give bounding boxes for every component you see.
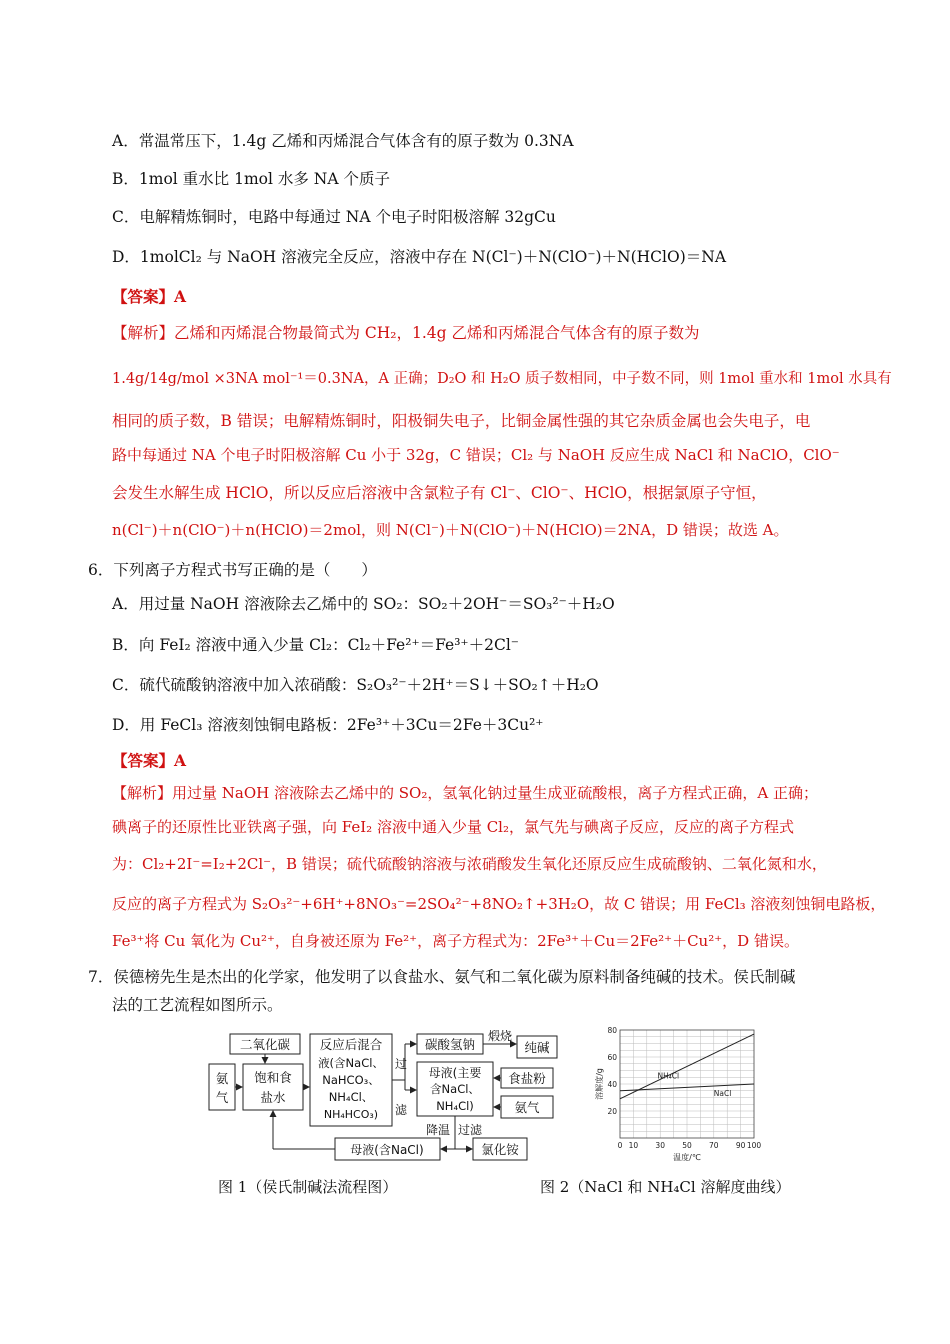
q6-answer: 【答案】A xyxy=(112,751,187,770)
q5-option-b: B．1mol 重水比 1mol 水多 NA 个质子 xyxy=(112,170,390,188)
y-axis-label: 溶解度/g xyxy=(595,1068,604,1100)
mixture-label-1: 反应后混合 xyxy=(319,1037,383,1052)
cool-label: 降温 xyxy=(425,1123,451,1137)
q6-analysis-line-5: Fe³⁺将 Cu 氧化为 Cu²⁺，自身被还原为 Fe²⁺，离子方程式为：2Fe³⁺＋Cu＝2Fe²⁺＋Cu²⁺，D 错误。 xyxy=(112,932,799,950)
q5-analysis-line-3: 相同的质子数，B 错误；电解精炼铜时，阳极铜失电子，比铜金属性强的其它杂质金属也会失电子，电 xyxy=(112,412,811,430)
mixture-label-2: 液(含NaCl、 xyxy=(318,1056,384,1070)
mother-low-label: 母液(含NaCl) xyxy=(350,1143,424,1157)
filter-label-2: 滤 xyxy=(394,1103,408,1117)
x-tick-label: 50 xyxy=(682,1141,692,1150)
x-tick-label: 10 xyxy=(628,1141,639,1150)
co2-label: 二氧化碳 xyxy=(239,1037,291,1052)
solubility-chart xyxy=(592,1024,777,1169)
figure-2-caption: 图 2（NaCl 和 NH₄Cl 溶解度曲线） xyxy=(540,1178,791,1196)
q6-option-b: B．向 FeI₂ 溶液中通入少量 Cl₂：Cl₂＋Fe²⁺＝Fe³⁺＋2Cl⁻ xyxy=(112,636,519,654)
chart-grid xyxy=(620,1030,754,1138)
series-label-nacl: NaCl xyxy=(713,1089,732,1099)
mixture-label-3: NaHCO₃、 xyxy=(322,1073,380,1087)
q6-option-a: A．用过量 NaOH 溶液除去乙烯中的 SO₂：SO₂＋2OH⁻＝SO₃²⁻＋H₂O xyxy=(112,595,615,613)
flow-chart xyxy=(205,1030,565,1165)
q5-option-c: C．电解精炼铜时，电路中每通过 NA 个电子时阳极溶解 32gCu xyxy=(112,208,556,226)
q5-analysis-line-1: 【解析】乙烯和丙烯混合物最简式为 CH₂，1.4g 乙烯和丙烯混合气体含有的原子数为 xyxy=(112,324,700,342)
soda-label: 纯碱 xyxy=(524,1040,550,1055)
y-tick-label: 20 xyxy=(607,1107,617,1116)
mother-liquor-label-1: 母液(主要 xyxy=(428,1066,482,1080)
q6-option-c: C．硫代硫酸钠溶液中加入浓硝酸：S₂O₃²⁻＋2H⁺＝S↓＋SO₂↑＋H₂O xyxy=(112,676,599,694)
q5-option-a: A．常温常压下，1.4g 乙烯和丙烯混合气体含有的原子数为 0.3NA xyxy=(112,132,574,150)
nh4cl-label: 氯化铵 xyxy=(481,1142,519,1157)
q5-analysis-line-5: 会发生水解生成 HClO，所以反应后溶液中含氯粒子有 Cl⁻、ClO⁻、HClO，根据氯原子守恒， xyxy=(112,484,767,502)
q6-analysis-line-4: 反应的离子方程式为 S₂O₃²⁻+6H⁺+8NO₃⁻=2SO₄²⁻+8NO₂↑+3H₂O，故 C 错误；用 FeCl₃ 溶液刻蚀铜电路板， xyxy=(112,895,886,913)
nh3-left-label-1: 氨 xyxy=(215,1071,229,1086)
filter-low-label: 过滤 xyxy=(457,1123,483,1137)
x-axis-label: 温度/℃ xyxy=(673,1153,701,1162)
figure-1-caption: 图 1（侯氏制碱法流程图） xyxy=(218,1178,398,1196)
q5-option-d: D．1molCl₂ 与 NaOH 溶液完全反应，溶液中存在 N(Cl⁻)＋N(ClO⁻)＋N(HClO)＝NA xyxy=(112,248,727,266)
brine-label-1: 饱和食 xyxy=(254,1070,292,1085)
nh3-right-label: 氨气 xyxy=(514,1100,540,1115)
nh3-left-label-2: 气 xyxy=(215,1090,229,1105)
x-tick-label: 70 xyxy=(709,1141,719,1150)
q5-answer: 【答案】A xyxy=(112,287,187,306)
mixture-label-4: NH₄Cl、 xyxy=(328,1090,374,1104)
mother-liquor-label-2: 含NaCl、 xyxy=(430,1082,480,1096)
y-tick-label: 40 xyxy=(607,1080,617,1089)
calcine-label: 煅烧 xyxy=(487,1030,513,1043)
q6-analysis-line-2: 碘离子的还原性比亚铁离子强，向 FeI₂ 溶液中通入少量 Cl₂，氯气先与碘离子反应，反应的离子方程式 xyxy=(112,818,794,836)
q7-stem-line-1: 7．侯德榜先生是杰出的化学家，他发明了以食盐水、氨气和二氧化碳为原料制备纯碱的技术。侯氏制碱 xyxy=(88,968,796,986)
x-tick-label: 0 xyxy=(617,1141,623,1150)
x-tick-label: 100 xyxy=(746,1141,762,1150)
y-tick-label: 80 xyxy=(607,1026,617,1035)
q5-analysis-line-6: n(Cl⁻)＋n(ClO⁻)＋n(HClO)＝2mol，则 N(Cl⁻)＋N(ClO⁻)＋N(HClO)＝2NA，D 错误；故选 A。 xyxy=(112,521,789,539)
series-label-nh4cl: NH₄Cl xyxy=(657,1071,680,1081)
chart-labels xyxy=(594,1026,761,1162)
brine-label-2: 盐水 xyxy=(260,1090,286,1105)
x-tick-label: 30 xyxy=(655,1141,665,1150)
x-tick-label: 90 xyxy=(735,1141,746,1150)
mixture-label-5: NH₄HCO₃) xyxy=(323,1108,379,1121)
q6-option-d: D．用 FeCl₃ 溶液刻蚀铜电路板：2Fe³⁺＋3Cu＝2Fe＋3Cu²⁺ xyxy=(112,716,544,734)
filter-label-1: 过 xyxy=(394,1057,408,1071)
q7-stem-line-2: 法的工艺流程如图所示。 xyxy=(112,996,283,1014)
q6-analysis-line-3: 为：Cl₂+2I⁻=I₂+2Cl⁻，B 错误；硫代硫酸钠溶液与浓硝酸发生氧化还原反应生成硫酸钠、二氧化氮和水， xyxy=(112,855,827,873)
mother-liquor-label-3: NH₄Cl) xyxy=(436,1099,474,1113)
q6-analysis-line-1: 【解析】用过量 NaOH 溶液除去乙烯中的 SO₂，氢氧化钠过量生成亚硫酸根，离子方程式正确，A 正确； xyxy=(112,784,818,802)
q5-analysis-line-4: 路中每通过 NA 个电子时阳极溶解 Cu 小于 32g，C 错误；Cl₂ 与 NaOH 反应生成 NaCl 和 NaClO，ClO⁻ xyxy=(112,446,840,464)
q6-stem: 6．下列离子方程式书写正确的是（ ） xyxy=(88,561,377,579)
salt-label: 食盐粉 xyxy=(508,1071,546,1086)
nahco3-label: 碳酸氢钠 xyxy=(424,1037,476,1052)
y-tick-label: 60 xyxy=(607,1053,617,1062)
q5-analysis-line-2: 1.4g/14g/mol ×3NA mol⁻¹＝0.3NA，A 正确；D₂O 和 H₂O 质子数相同，中子数不同，则 1mol 重水和 1mol 水具有 xyxy=(112,371,892,387)
